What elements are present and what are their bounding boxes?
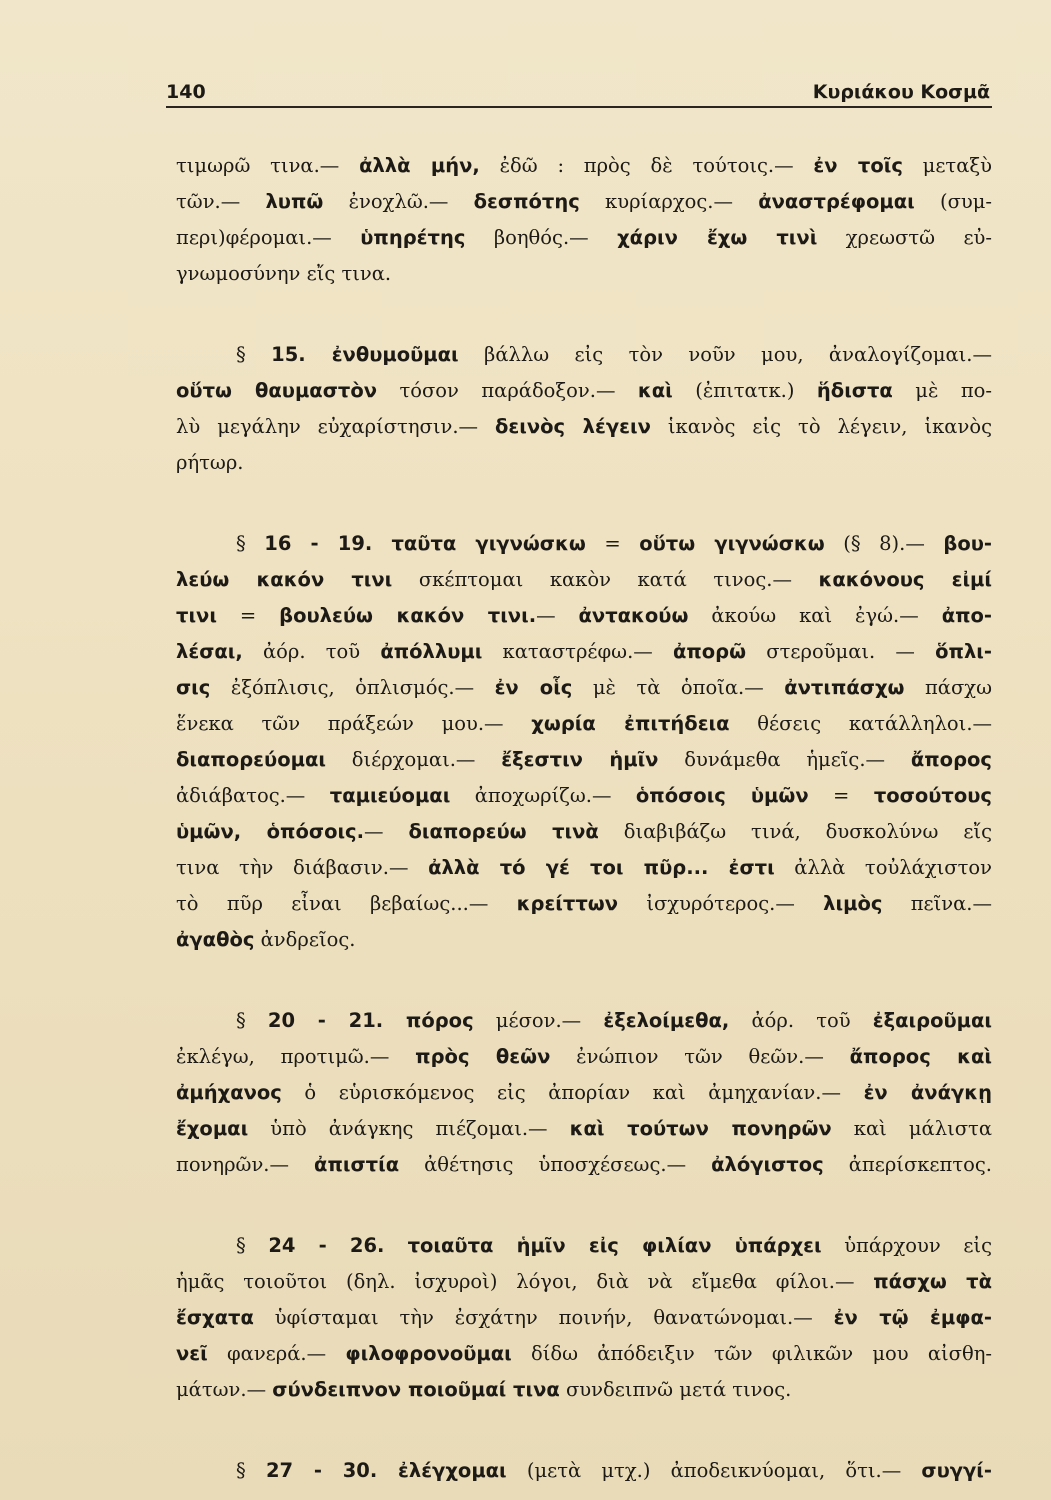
headword: ἀπόλλυμι	[380, 640, 483, 663]
text-line	[176, 220, 992, 256]
gloss-text: ἀκούω καὶ ἐγώ.—	[688, 604, 942, 627]
text-line	[176, 598, 992, 634]
headword: ἀλλὰ τό γέ τοι πῦρ... ἐστι	[428, 856, 775, 879]
paragraph-section-24-26	[176, 1228, 992, 1408]
headword: ἀγαθὸς	[176, 928, 255, 951]
paragraph-section-27-30	[176, 1453, 992, 1489]
gloss-text: ἐδῶ : πρὸς δὲ τούτοις.—	[479, 154, 814, 177]
headword: 16 - 19. ταῦτα γιγνώσκω	[264, 532, 586, 555]
headword: 24 - 26. τοιαῦτα ἡμῖν εἰς φιλίαν ὑπάρχει	[268, 1234, 822, 1257]
paragraph-section-15	[176, 337, 992, 481]
text-line	[176, 1039, 992, 1075]
gloss-text: θέσεις κατάλληλοι.—	[729, 712, 992, 735]
headword: ἐν οἷς	[494, 676, 573, 699]
headword: πάσχω τὰ	[873, 1270, 992, 1293]
headword: ἐξαιροῦμαι	[872, 1009, 992, 1032]
text-line	[176, 373, 992, 409]
text-line	[176, 742, 992, 778]
text-line	[176, 886, 992, 922]
headword: ἔξεστιν ἡμῖν	[501, 748, 659, 771]
text-line	[176, 1003, 992, 1039]
text-line	[176, 922, 992, 958]
headword: λιμὸς	[823, 892, 883, 915]
gloss-text: §	[236, 1234, 269, 1257]
text-line	[176, 1300, 992, 1336]
page-number: 140	[166, 81, 206, 103]
headword: διαπορεύω τινὰ	[408, 820, 599, 843]
gloss-text: μὲ πο-	[892, 379, 992, 402]
headword: βου-	[943, 532, 992, 555]
gloss-text: —	[364, 820, 409, 843]
gloss-text: ἱκανὸς εἰς τὸ λέγειν, ἱκανὸς	[650, 415, 992, 438]
headword: λεύω κακόν τινι	[176, 568, 393, 591]
gloss-text: χρεωστῶ εὐ-	[817, 226, 992, 249]
gloss-text: μεταξὺ	[902, 154, 992, 177]
gloss-text: πονηρῶν.—	[176, 1153, 315, 1176]
headword: ἐξελοίμεθα,	[603, 1009, 730, 1032]
gloss-text: ὑφίσταμαι τὴν ἐσχάτην ποινήν, θανατώνομαι.—	[253, 1306, 834, 1329]
gloss-text: λὺ μεγάλην εὐχαρίστησιν.—	[176, 415, 496, 438]
headword: λυπῶ	[265, 190, 324, 213]
gloss-text: δυνάμεθα ἡμεῖς.—	[658, 748, 911, 771]
gloss-text: πάσχω	[904, 676, 992, 699]
text-line	[176, 706, 992, 742]
gloss-text: ἐνώπιον τῶν θεῶν.—	[550, 1045, 850, 1068]
text-line	[176, 634, 992, 670]
text-line	[176, 1453, 992, 1489]
gloss-text: ἀόρ. τοῦ	[729, 1009, 873, 1032]
headword: φιλοφρονοῦμαι	[345, 1342, 512, 1365]
gloss-text: βοηθός.—	[465, 226, 618, 249]
headword: ἀμήχανος	[176, 1081, 282, 1104]
headword: ἀπο-	[941, 604, 992, 627]
gloss-text: συνδειπνῶ μετά τινος.	[559, 1378, 792, 1401]
gloss-text: μάτων.—	[176, 1378, 273, 1401]
headword: οὕτω γιγνώσκω	[639, 532, 825, 555]
gloss-text: περι)φέρομαι.—	[176, 226, 361, 249]
gloss-text: μέσον.—	[473, 1009, 604, 1032]
paragraph-vocab-1	[176, 148, 992, 292]
gloss-text: ἡμᾶς τοιοῦτοι (δηλ. ἰσχυροὶ) λόγοι, διὰ νὰ εἴμεθα φίλοι.—	[176, 1270, 874, 1293]
gloss-text: καταστρέφω.—	[482, 640, 673, 663]
text-line	[176, 526, 992, 562]
headword: ὑπηρέτης	[360, 226, 466, 249]
text-line	[176, 256, 992, 292]
headword: χωρία ἐπιτήδεια	[531, 712, 730, 735]
gloss-text: ἀόρ. τοῦ	[242, 640, 381, 663]
headword: ἀντιπάσχω	[784, 676, 905, 699]
gloss-text: §	[236, 343, 272, 366]
gloss-text: ὑπάρχουν εἰς	[821, 1234, 992, 1257]
headword: ἀλλὰ μήν,	[359, 154, 480, 177]
headword: δεσπότης	[473, 190, 580, 213]
headword: καὶ τούτων πονηρῶν	[569, 1117, 832, 1140]
gloss-text: διέρχομαι.—	[325, 748, 502, 771]
headword: σύνδειπνον ποιοῦμαί τινα	[272, 1378, 560, 1401]
headword: ἔσχατα	[176, 1306, 254, 1329]
gloss-text: =	[808, 784, 874, 807]
text-line	[176, 670, 992, 706]
text-line	[176, 337, 992, 373]
gloss-text: ὁ εὑρισκόμενος εἰς ἀπορίαν καὶ ἀμηχανίαν.—	[281, 1081, 864, 1104]
headword: κακόνους εἰμί	[818, 568, 992, 591]
gloss-text: §	[236, 1459, 266, 1482]
text-line	[176, 148, 992, 184]
headword: ἄπορος καὶ	[849, 1045, 992, 1068]
gloss-text: ἕνεκα τῶν πράξεών μου.—	[176, 712, 532, 735]
gloss-text: ἐκλέγω, προτιμῶ.—	[176, 1045, 416, 1068]
gloss-text: ἰσχυρότερος.—	[618, 892, 824, 915]
running-head: Κυριάκου Κοσμᾶ	[812, 81, 990, 103]
gloss-text: διαβιβάζω τινά, δυσκολύνω εἴς	[598, 820, 992, 843]
text-line	[176, 184, 992, 220]
headword: καὶ	[637, 379, 673, 402]
headword: 27 - 30. ἐλέγχομαι	[265, 1459, 507, 1482]
headword: ἥδιστα	[816, 379, 893, 402]
gloss-text: §	[236, 532, 265, 555]
headword: λέσαι,	[176, 640, 243, 663]
text-line	[176, 409, 992, 445]
gloss-text: ἀπερίσκεπτος.	[823, 1153, 992, 1176]
headword: ἐν τοῖς	[813, 154, 903, 177]
text-line	[176, 778, 992, 814]
headword: ἀλόγιστος	[711, 1153, 824, 1176]
body-text	[176, 148, 992, 1489]
text-line	[176, 445, 992, 481]
text-line	[176, 1111, 992, 1147]
headword: πρὸς θεῶν	[415, 1045, 551, 1068]
headword: οὕτω θαυμαστὸν	[176, 379, 378, 402]
headword: τινι	[176, 604, 217, 627]
headword: ἀπορῶ	[672, 640, 747, 663]
text-line	[176, 1336, 992, 1372]
gloss-text: (§ 8).—	[824, 532, 944, 555]
gloss-text: τιμωρῶ τινα.—	[176, 154, 360, 177]
gloss-text: δίδω ἀπόδειξιν τῶν φιλικῶν μου αἰσθη-	[511, 1342, 992, 1365]
headword: 20 - 21. πόρος	[267, 1009, 474, 1032]
paragraph-section-16-19	[176, 526, 992, 958]
text-line	[176, 814, 992, 850]
gloss-text: τόσον παράδοξον.—	[377, 379, 638, 402]
headword: βουλεύω κακόν τινι.	[279, 604, 537, 627]
headword: χάριν ἔχω τινὶ	[617, 226, 818, 249]
headword: ἀναστρέφομαι	[758, 190, 915, 213]
headword: σις	[176, 676, 211, 699]
text-line	[176, 562, 992, 598]
headword: ἔχομαι	[176, 1117, 249, 1140]
text-line	[176, 1372, 992, 1408]
headword: νεῖ	[176, 1342, 208, 1365]
headword: ἀντακούω	[578, 604, 689, 627]
headword: κρείττων	[516, 892, 619, 915]
gloss-text: ἀδιάβατος.—	[176, 784, 330, 807]
text-line	[176, 850, 992, 886]
page-header	[166, 76, 992, 108]
gloss-text: ὑπὸ ἀνάγκης πιέζομαι.—	[248, 1117, 570, 1140]
headword: ὑμῶν, ὁπόσοις.	[176, 820, 365, 843]
gloss-text: (μετὰ μτχ.) ἀποδεικνύομαι, ὅτι.—	[506, 1459, 922, 1482]
paragraph-section-20-21	[176, 1003, 992, 1183]
gloss-text: μὲ τὰ ὁποῖα.—	[572, 676, 785, 699]
gloss-text: καὶ μάλιστα	[831, 1117, 992, 1140]
headword: δεινὸς λέγειν	[495, 415, 651, 438]
gloss-text: τὸ πῦρ εἶναι βεβαίως...—	[176, 892, 517, 915]
gloss-text: ἀνδρεῖος.	[254, 928, 356, 951]
gloss-text: σκέπτομαι κακὸν κατά τινος.—	[392, 568, 819, 591]
headword: ἐν τῷ ἐμφα-	[833, 1306, 992, 1329]
headword: διαπορεύομαι	[176, 748, 326, 771]
gloss-text: φανερά.—	[207, 1342, 346, 1365]
gloss-text: κυρίαρχος.—	[579, 190, 759, 213]
gloss-text: (συμ-	[914, 190, 992, 213]
gloss-text: (ἐπιτατκ.)	[672, 379, 817, 402]
gloss-text: πεῖνα.—	[882, 892, 992, 915]
headword: 15. ἐνθυμοῦμαι	[271, 343, 459, 366]
gloss-text: —	[536, 604, 579, 627]
gloss-text: γνωμοσύνην εἴς τινα.	[176, 262, 392, 285]
gloss-text: ρήτωρ.	[176, 451, 244, 474]
text-line	[176, 1147, 992, 1183]
headword: ὁπόσοις ὑμῶν	[635, 784, 809, 807]
gloss-text: ἀθέτησις ὑποσχέσεως.—	[399, 1153, 712, 1176]
gloss-text: βάλλω εἰς τὸν νοῦν μου, ἀναλογίζομαι.—	[458, 343, 992, 366]
headword: ὅπλι-	[935, 640, 992, 663]
gloss-text: §	[236, 1009, 268, 1032]
text-line	[176, 1264, 992, 1300]
headword: ταμιεύομαι	[329, 784, 451, 807]
headword: ἀπιστία	[314, 1153, 400, 1176]
headword: ἄπορος	[910, 748, 992, 771]
text-line	[176, 1075, 992, 1111]
gloss-text: ἐξόπλισις, ὁπλισμός.—	[210, 676, 495, 699]
gloss-text: τῶν.—	[176, 190, 266, 213]
headword: ἐν ἀνάγκῃ	[863, 1081, 992, 1104]
text-line	[176, 1228, 992, 1264]
gloss-text: ἐνοχλῶ.—	[323, 190, 474, 213]
gloss-text: =	[585, 532, 640, 555]
gloss-text: ἀποχωρίζω.—	[450, 784, 636, 807]
gloss-text: τινα τὴν διάβασιν.—	[176, 856, 429, 879]
gloss-text: στεροῦμαι. —	[746, 640, 936, 663]
gloss-text: ἀλλὰ τοὐλάχιστον	[774, 856, 992, 879]
headword: συγγί-	[921, 1459, 992, 1482]
headword: τοσούτους	[873, 784, 992, 807]
gloss-text: =	[216, 604, 280, 627]
